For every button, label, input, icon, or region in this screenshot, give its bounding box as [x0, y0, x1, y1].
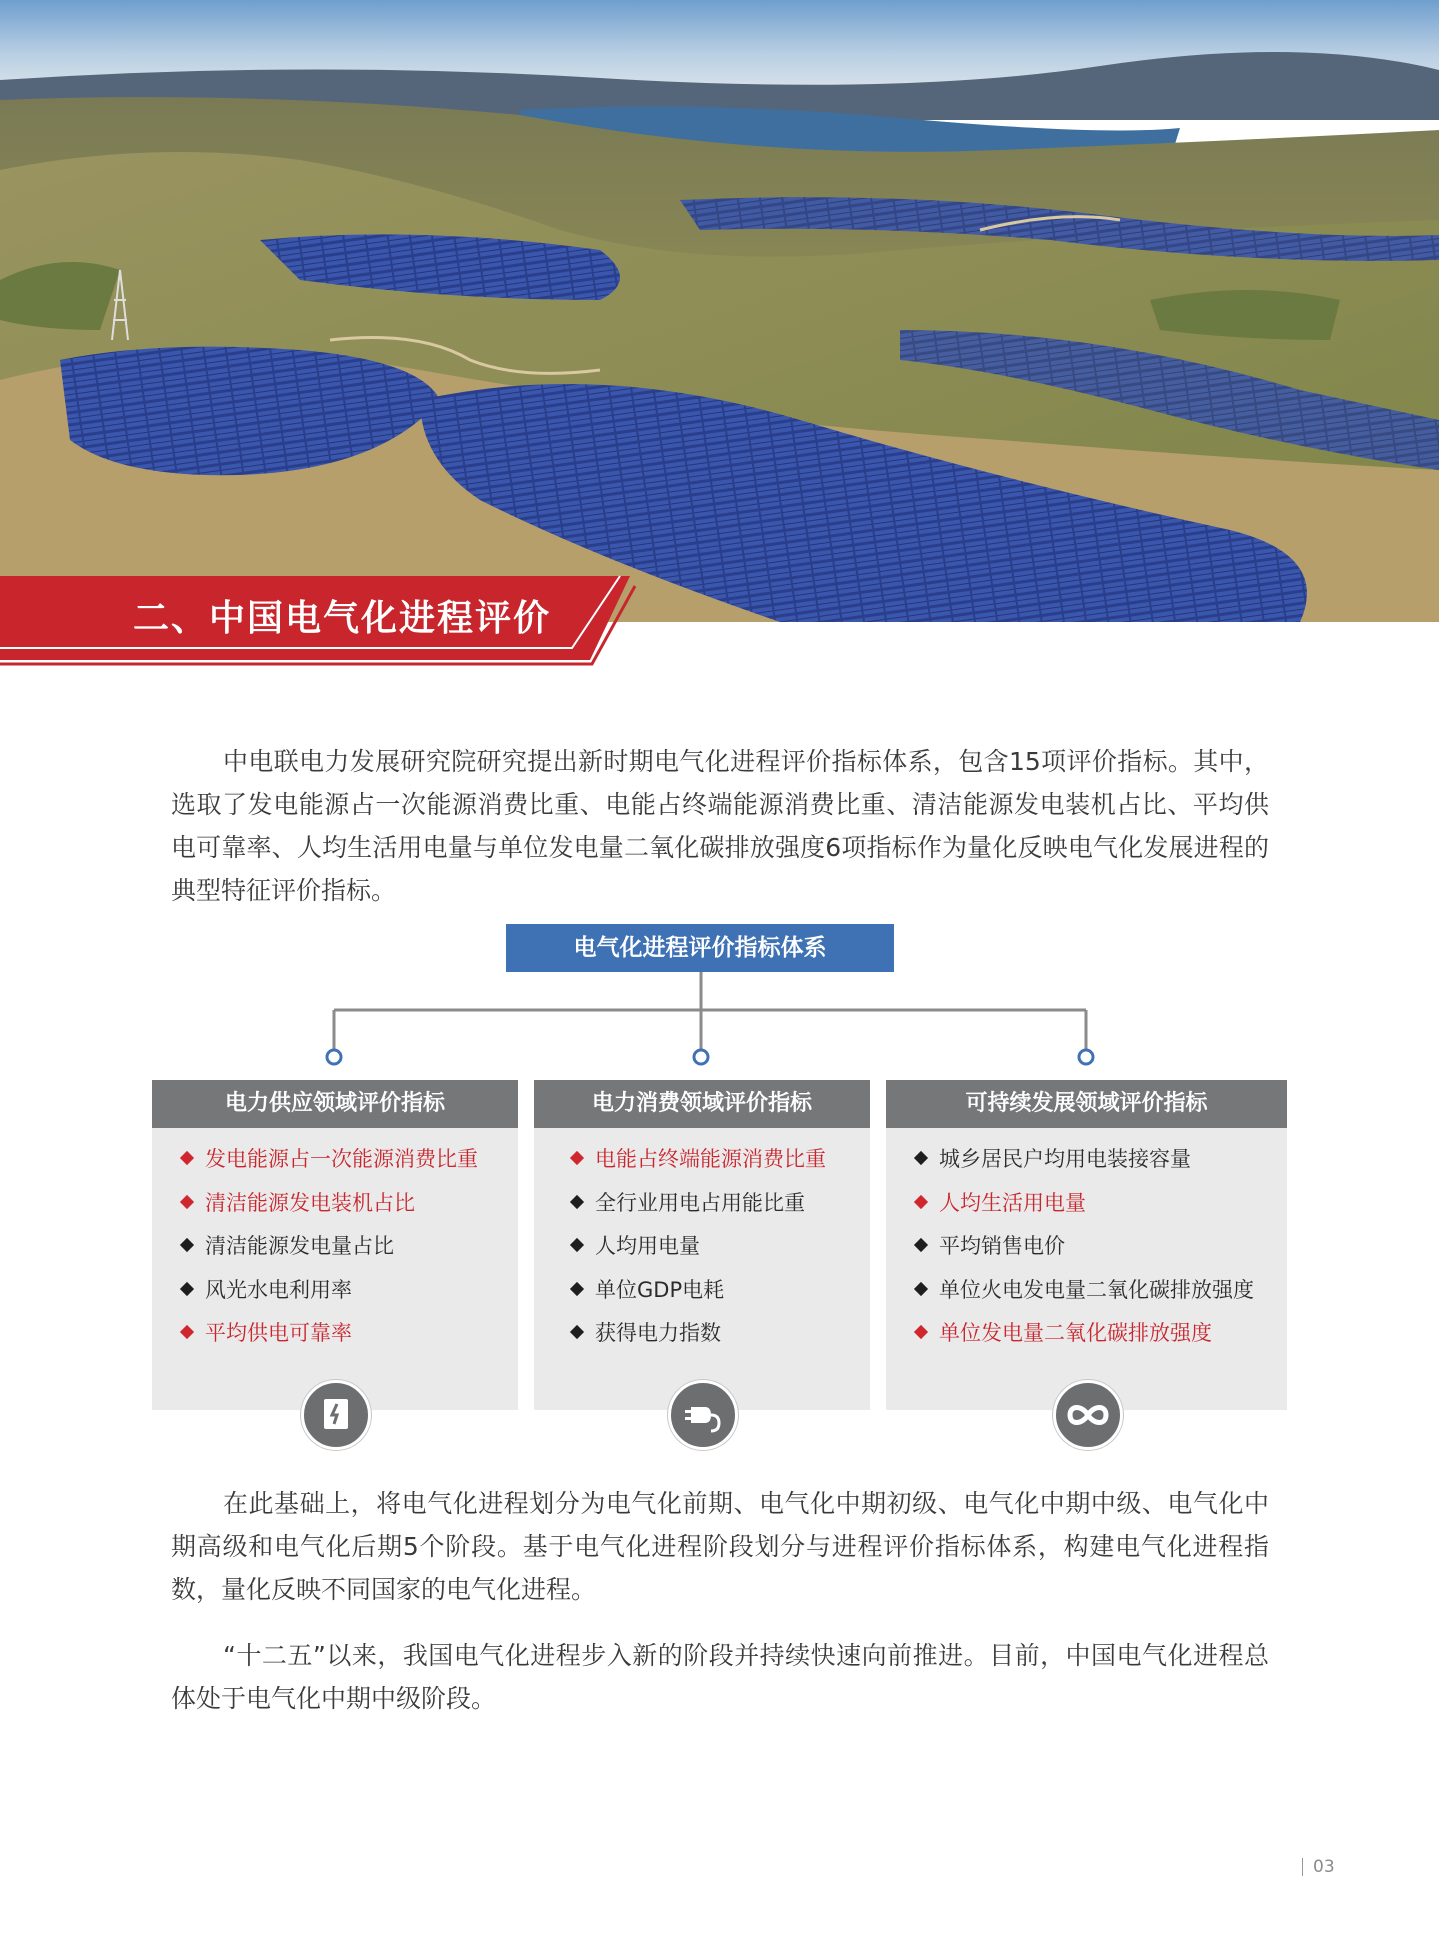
- list-item: 清洁能源发电装机占比: [182, 1188, 478, 1232]
- list-item: 城乡居民户均用电装接容量: [916, 1144, 1254, 1188]
- list-item: 清洁能源发电量占比: [182, 1231, 478, 1275]
- list-item: 全行业用电占用能比重: [572, 1188, 826, 1232]
- infinity-icon: [1053, 1380, 1123, 1450]
- indicator-list: [572, 1144, 826, 1362]
- list-item: 平均供电可靠率: [182, 1318, 478, 1362]
- diagram-title: 电气化进程评价指标体系: [506, 924, 894, 972]
- power-socket-icon: [301, 1380, 371, 1450]
- indicator-list: [182, 1144, 478, 1362]
- list-item: 平均销售电价: [916, 1231, 1254, 1275]
- card-title: 电力消费领域评价指标: [534, 1080, 870, 1128]
- intro-paragraph: 中电联电力发展研究院研究提出新时期电气化进程评价指标体系，包含15项评价指标。其中，选取了发电能源占一次能源消费比重、电能占终端能源消费比重、清洁能源发电装机占比、平均供电可靠率、人均生活用电量与单位发电量二氧化碳排放强度6项指标作为量化反映电气化发展进程的典型特征评价指标。: [171, 747, 1269, 905]
- list-item: 单位发电量二氧化碳排放强度: [916, 1318, 1254, 1362]
- list-item: 单位火电发电量二氧化碳排放强度: [916, 1275, 1254, 1319]
- card-title: 电力供应领域评价指标: [152, 1080, 518, 1128]
- indicator-card-supply: [152, 1080, 518, 1410]
- status-paragraph: “十二五”以来，我国电气化进程步入新的阶段并持续快速向前推进。目前，中国电气化进程总体处于电气化中期中级阶段。: [171, 1641, 1269, 1713]
- stage-paragraph: 在此基础上，将电气化进程划分为电气化前期、电气化中期初级、电气化中期中级、电气化中期高级和电气化后期5个阶段。基于电气化进程阶段划分与进程评价指标体系，构建电气化进程指数，量化反映不同国家的电气化进程。: [171, 1489, 1269, 1604]
- list-item: 单位GDP电耗: [572, 1275, 826, 1319]
- indicator-card-sustainability: [886, 1080, 1287, 1410]
- section-title: 二、中国电气化进程评价: [133, 598, 552, 639]
- list-item: 人均生活用电量: [916, 1188, 1254, 1232]
- page-number: 03: [1302, 1857, 1335, 1877]
- list-item: 电能占终端能源消费比重: [572, 1144, 826, 1188]
- plug-icon: [668, 1380, 738, 1450]
- list-item: 风光水电利用率: [182, 1275, 478, 1319]
- list-item: 发电能源占一次能源消费比重: [182, 1144, 478, 1188]
- list-item: 获得电力指数: [572, 1318, 826, 1362]
- indicator-card-consumption: [534, 1080, 870, 1410]
- list-item: 人均用电量: [572, 1231, 826, 1275]
- card-title: 可持续发展领域评价指标: [886, 1080, 1287, 1128]
- indicator-list: [916, 1144, 1254, 1362]
